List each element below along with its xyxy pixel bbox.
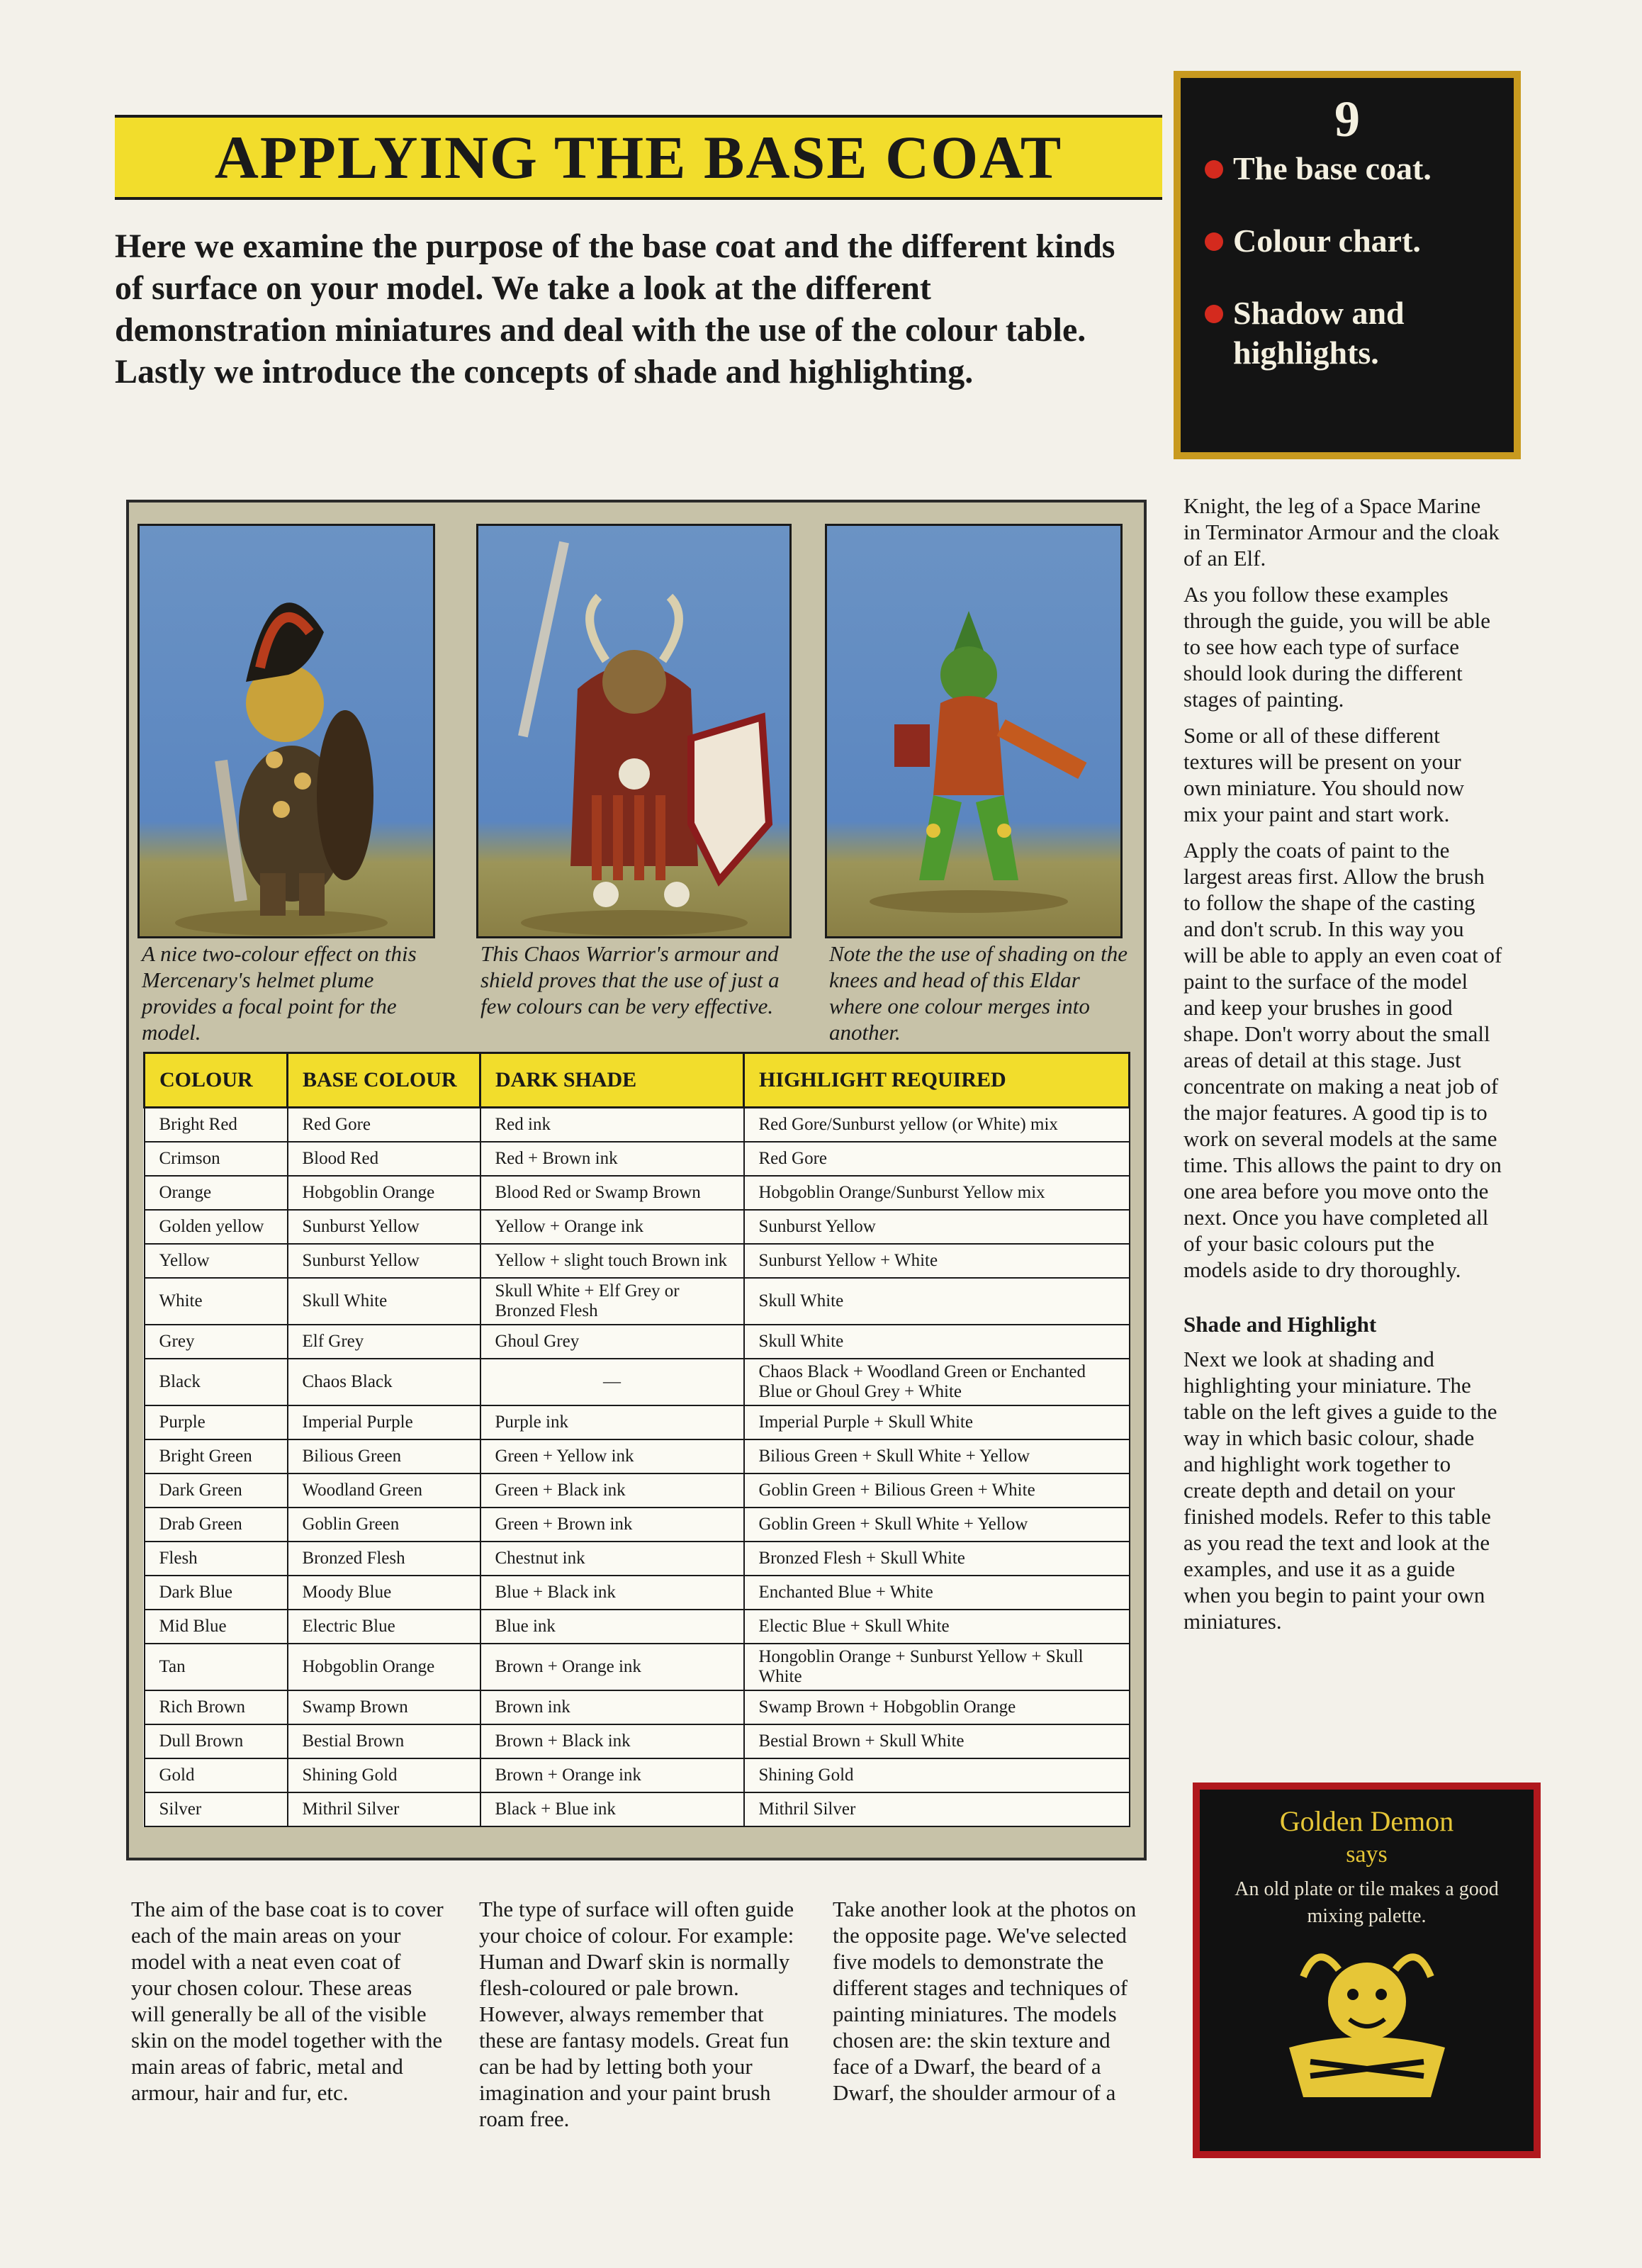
table-cell: Hobgoblin Orange/Sunburst Yellow mix <box>744 1176 1130 1210</box>
table-cell: Woodland Green <box>288 1473 480 1508</box>
table-header-row <box>145 1053 1130 1108</box>
table-cell: Purple ink <box>480 1405 744 1439</box>
table-cell: Chaos Black + Woodland Green or Enchanted Blue or Ghoul Grey + White <box>744 1359 1130 1405</box>
table-cell: Crimson <box>145 1142 288 1176</box>
table-cell: Goblin Green + Bilious Green + White <box>744 1473 1130 1508</box>
table-row <box>145 1508 1130 1542</box>
side-paragraph: Knight, the leg of a Space Marine in Terminator Armour and the cloak of an Elf. <box>1183 493 1500 571</box>
table-row <box>145 1359 1130 1405</box>
table-cell: Swamp Brown <box>288 1690 480 1724</box>
column-header: COLOUR <box>145 1053 288 1108</box>
chapter-number: 9 <box>1334 91 1360 147</box>
table-row <box>145 1405 1130 1439</box>
table-row <box>145 1576 1130 1610</box>
table-cell: Silver <box>145 1792 288 1826</box>
side-paragraph: As you follow these examples through the guide, you will be able to see how each type of surface should look during the different stages of painting. <box>1183 582 1491 712</box>
table-cell: Moody Blue <box>288 1576 480 1610</box>
table-cell: Bilious Green <box>288 1439 480 1473</box>
chapter-item-label: The base coat. <box>1233 150 1432 186</box>
table-cell: Green + Brown ink <box>480 1508 744 1542</box>
table-cell: Chaos Black <box>288 1359 480 1405</box>
table-cell: Hobgoblin Orange <box>288 1176 480 1210</box>
tip-box <box>1193 1783 1541 2158</box>
chapter-item <box>1205 293 1490 373</box>
table-cell: Skull White <box>744 1278 1130 1325</box>
tip-box-title: Golden Demon <box>1279 1805 1454 1837</box>
table-cell: Flesh <box>145 1542 288 1576</box>
table-cell: Sunburst Yellow <box>744 1210 1130 1244</box>
table-cell: Mithril Silver <box>744 1792 1130 1826</box>
table-cell: Imperial Purple <box>288 1405 480 1439</box>
bullet-icon <box>1205 160 1223 179</box>
table-cell: Yellow <box>145 1244 288 1278</box>
table-cell: Blood Red or Swamp Brown <box>480 1176 744 1210</box>
tip-box-says: says <box>1346 1841 1388 1868</box>
table-cell: White <box>145 1278 288 1325</box>
photo-eldar <box>825 524 1123 938</box>
body-column-1: The aim of the base coat is to cover each of the main areas on your model with a neat even coat of your chosen colour. These areas will generally be all of the visible skin on the model together with the main areas of fabric, metal and armour, hair and fur, etc. <box>131 1897 444 2105</box>
table-cell: Chestnut ink <box>480 1542 744 1576</box>
table-cell: Red + Brown ink <box>480 1142 744 1176</box>
table-cell: Blue + Black ink <box>480 1576 744 1610</box>
table-cell: Electic Blue + Skull White <box>744 1610 1130 1644</box>
caption-chaos-warrior: This Chaos Warrior's armour and shield proves that the use of just a few colours can be very effective. <box>480 941 780 1018</box>
table-cell: Imperial Purple + Skull White <box>744 1405 1130 1439</box>
body-column-2: The type of surface will often guide your choice of colour. For example: Human and Dwarf skin is normally flesh-coloured or pale brown. However, always remember that these are fantasy models. Great fun can be had by letting both your imagination and your paint brush roam free. <box>479 1897 794 2131</box>
table-cell: Shining Gold <box>744 1758 1130 1792</box>
table-cell: Skull White <box>288 1278 480 1325</box>
table-cell: — <box>480 1359 744 1405</box>
column-header: BASE COLOUR <box>288 1053 480 1108</box>
table-cell: Bright Green <box>145 1439 288 1473</box>
page-title: APPLYING THE BASE COAT <box>214 123 1063 191</box>
side-paragraph: Apply the coats of paint to the largest areas first. Allow the brush to follow the shape of the casting and don't scrub. In this way you will be able to apply an even coat of paint to the surface of the model and keep your brushes in good shape. Don't worry about the small areas of detail at this stage. Just concentrate on making a neat job of the major features. A good tip is to work on several models at the same time. This allows the paint to dry on one area before you move onto the next. Once you have completed all of your basic colours put the models aside to dry thoroughly. <box>1183 838 1502 1282</box>
golden-demon-icon <box>1261 1934 1473 2118</box>
table-cell: Black <box>145 1359 288 1405</box>
colour-table <box>143 1052 1130 1827</box>
table-cell: Bilious Green + Skull White + Yellow <box>744 1439 1130 1473</box>
table-row <box>145 1758 1130 1792</box>
table-row <box>145 1108 1130 1143</box>
table-row <box>145 1278 1130 1325</box>
side-paragraph: Next we look at shading and highlighting your miniature. The table on the left gives a guide to the way in which basic colour, shade and highlight work together to create depth and detail on your finished models. Refer to this table as you read the text and look at the examples, and use it as a guide when you begin to paint your own miniatures. <box>1183 1347 1497 1634</box>
colour-table-wrapper <box>143 1052 1130 1827</box>
table-cell: Red ink <box>480 1108 744 1143</box>
table-cell: Hobgoblin Orange <box>288 1644 480 1690</box>
table-cell: Bestial Brown <box>288 1724 480 1758</box>
table-cell: Green + Black ink <box>480 1473 744 1508</box>
table-cell: Goblin Green <box>288 1508 480 1542</box>
chapter-box-inner <box>1181 78 1514 452</box>
table-cell: Tan <box>145 1644 288 1690</box>
photo-mercenary <box>137 524 435 938</box>
table-cell: Black + Blue ink <box>480 1792 744 1826</box>
chapter-item <box>1205 149 1490 189</box>
table-cell: Goblin Green + Skull White + Yellow <box>744 1508 1130 1542</box>
table-cell: Brown ink <box>480 1690 744 1724</box>
table-cell: Yellow + Orange ink <box>480 1210 744 1244</box>
photo-table-panel <box>126 500 1147 1860</box>
chapter-box <box>1174 71 1521 459</box>
table-cell: Brown + Black ink <box>480 1724 744 1758</box>
eldar-figure-icon <box>827 526 1123 923</box>
table-row <box>145 1644 1130 1690</box>
table-cell: Sunburst Yellow <box>288 1210 480 1244</box>
column-header: DARK SHADE <box>480 1053 744 1108</box>
body-column-3: Take another look at the photos on the opposite page. We've selected five models to demonstrate the different stages and techniques of painting miniatures. The models chosen are: the skin texture and face of a Dwarf, the beard of a Dwarf, the shoulder armour of a <box>833 1897 1137 2105</box>
table-cell: Orange <box>145 1176 288 1210</box>
table-row <box>145 1542 1130 1576</box>
table-cell: Skull White + Elf Grey or Bronzed Flesh <box>480 1278 744 1325</box>
table-cell: Bronzed Flesh + Skull White <box>744 1542 1130 1576</box>
table-cell: Mithril Silver <box>288 1792 480 1826</box>
table-row <box>145 1724 1130 1758</box>
table-cell: Mid Blue <box>145 1610 288 1644</box>
table-row <box>145 1792 1130 1826</box>
table-cell: Elf Grey <box>288 1325 480 1359</box>
bullet-icon <box>1205 305 1223 323</box>
table-row <box>145 1610 1130 1644</box>
table-cell: Shining Gold <box>288 1758 480 1792</box>
title-bar <box>115 115 1162 200</box>
mercenary-figure-icon <box>140 526 435 938</box>
table-cell: Red Gore/Sunburst yellow (or White) mix <box>744 1108 1130 1143</box>
table-cell: Brown + Orange ink <box>480 1644 744 1690</box>
side-paragraph: Some or all of these different textures will be present on your own miniature. You should now mix your paint and start work. <box>1183 723 1465 826</box>
bullet-icon <box>1205 232 1223 251</box>
table-cell: Rich Brown <box>145 1690 288 1724</box>
caption-mercenary: A nice two-colour effect on this Mercenary's helmet plume provides a focal point for the model. <box>142 941 417 1045</box>
intro-paragraph: Here we examine the purpose of the base coat and the different kinds of surface on your model. We take a look at the different demonstration miniatures and deal with the use of the colour table. Lastly we introduce the concepts of shade and highlighting. <box>115 228 1115 391</box>
table-cell: Dull Brown <box>145 1724 288 1758</box>
table-cell: Dark Green <box>145 1473 288 1508</box>
table-cell: Purple <box>145 1405 288 1439</box>
chapter-item-label: Shadow and highlights. <box>1233 295 1405 371</box>
table-cell: Skull White <box>744 1325 1130 1359</box>
table-body <box>145 1108 1130 1827</box>
table-cell: Drab Green <box>145 1508 288 1542</box>
column-header: HIGHLIGHT REQUIRED <box>744 1053 1130 1108</box>
table-row <box>145 1244 1130 1278</box>
table-cell: Swamp Brown + Hobgoblin Orange <box>744 1690 1130 1724</box>
tip-box-inner <box>1200 1790 1534 2151</box>
table-cell: Hongoblin Orange + Sunburst Yellow + Skull White <box>744 1644 1130 1690</box>
table-cell: Brown + Orange ink <box>480 1758 744 1792</box>
table-cell: Golden yellow <box>145 1210 288 1244</box>
table-row <box>145 1473 1130 1508</box>
table-cell: Bright Red <box>145 1108 288 1143</box>
table-cell: Sunburst Yellow <box>288 1244 480 1278</box>
table-row <box>145 1690 1130 1724</box>
table-cell: Ghoul Grey <box>480 1325 744 1359</box>
table-cell: Enchanted Blue + White <box>744 1576 1130 1610</box>
table-cell: Grey <box>145 1325 288 1359</box>
chapter-item <box>1205 221 1490 261</box>
table-cell: Bronzed Flesh <box>288 1542 480 1576</box>
chapter-item-label: Colour chart. <box>1233 223 1421 259</box>
table-row <box>145 1439 1130 1473</box>
table-cell: Blue ink <box>480 1610 744 1644</box>
table-cell: Electric Blue <box>288 1610 480 1644</box>
chaos-warrior-figure-icon <box>478 526 792 938</box>
table-cell: Yellow + slight touch Brown ink <box>480 1244 744 1278</box>
table-cell: Red Gore <box>744 1142 1130 1176</box>
section-heading: Shade and Highlight <box>1183 1312 1377 1337</box>
table-row <box>145 1210 1130 1244</box>
tip-box-text: An old plate or tile makes a good mixing palette. <box>1235 1878 1499 1927</box>
table-row <box>145 1325 1130 1359</box>
table-cell: Bestial Brown + Skull White <box>744 1724 1130 1758</box>
side-column <box>1183 493 1502 1634</box>
table-row <box>145 1176 1130 1210</box>
table-cell: Dark Blue <box>145 1576 288 1610</box>
table-cell: Sunburst Yellow + White <box>744 1244 1130 1278</box>
table-cell: Gold <box>145 1758 288 1792</box>
table-cell: Blood Red <box>288 1142 480 1176</box>
table-cell: Green + Yellow ink <box>480 1439 744 1473</box>
table-cell: Red Gore <box>288 1108 480 1143</box>
photo-chaos-warrior <box>476 524 792 938</box>
caption-eldar: Note the the use of shading on the knees and head of this Eldar where one colour merges into another. <box>829 941 1128 1045</box>
table-row <box>145 1142 1130 1176</box>
